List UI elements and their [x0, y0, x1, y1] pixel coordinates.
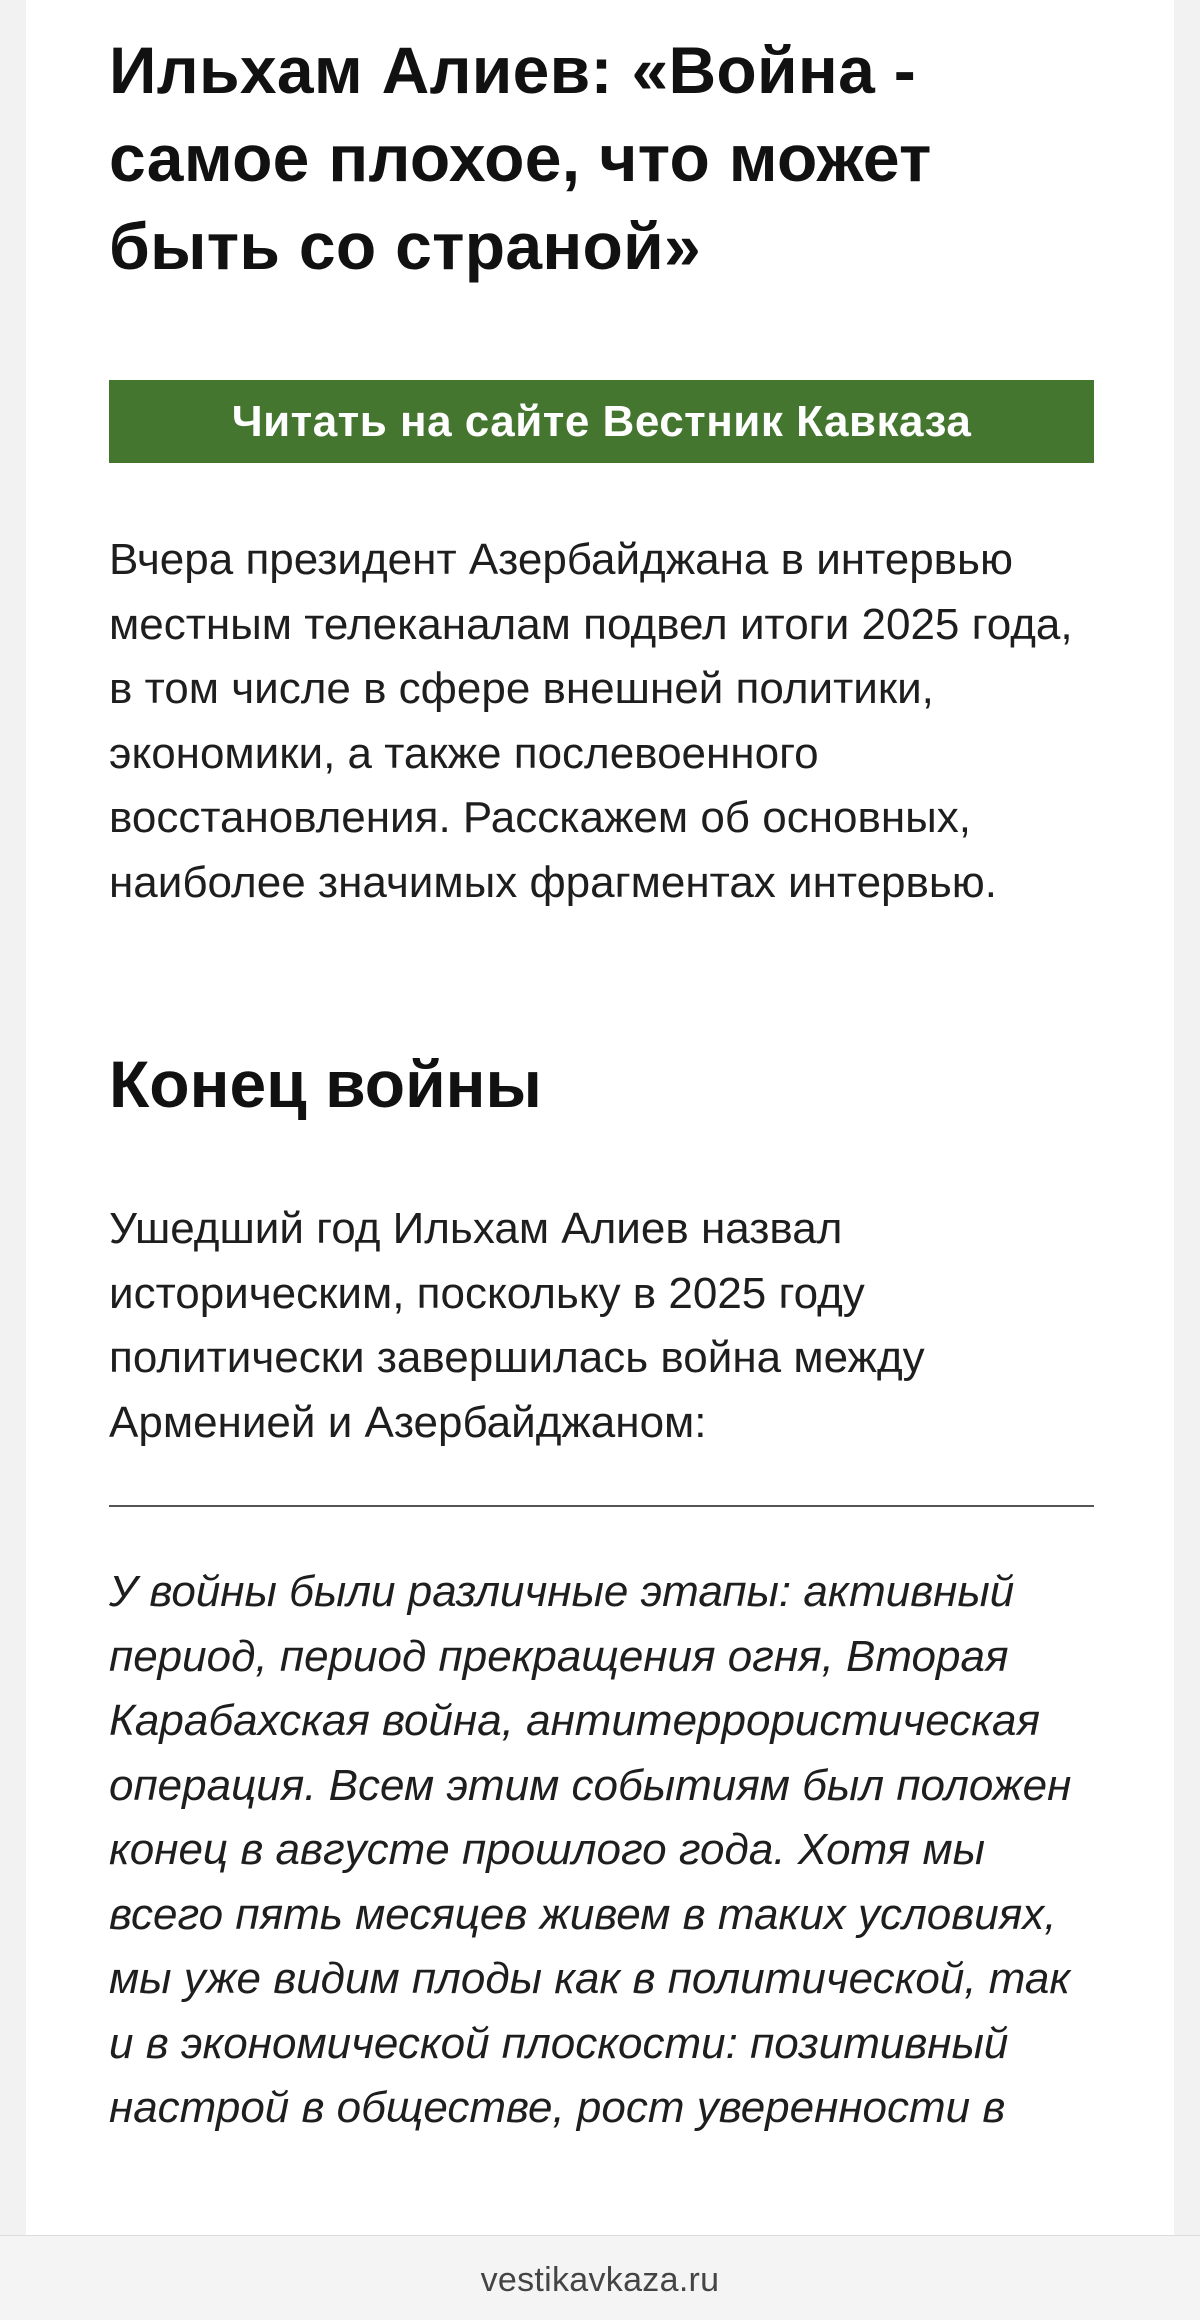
article-paragraph: Ушедший год Ильхам Алиев назвал историческим, поскольку в 2025 году политически завершилась война между Арменией и Азербайджаном: — [109, 1204, 925, 1447]
article-page — [26, 0, 1174, 2319]
article-content — [109, 0, 1094, 2132]
quote-divider — [109, 1505, 1094, 1507]
article-title: Ильхам Алиев: «Война - самое плохое, что может быть со страной» — [109, 33, 932, 283]
read-on-site-button[interactable]: Читать на сайте Вестник Кавказа — [109, 380, 1094, 463]
url-text[interactable]: vestikavkaza.ru — [480, 2261, 720, 2299]
section-heading: Конец войны — [109, 1047, 542, 1121]
article-quote: У войны были различные этапы: активный период, период прекращения огня, Вторая Карабахская война, антитеррористическая операция. Всем этим событиям был положен конец в августе прошлого года. Хотя мы всего пять месяцев живем в таких условиях, мы уже видим плоды как в политической, так и в экономической плоскости: позитивный настрой в обществе, рост уверенности в — [109, 1567, 1072, 2132]
article-lead: Вчера президент Азербайджана в интервью местным телеканалам подвел итоги 2025 года, в том числе в сфере внешней политики, экономики, а также послевоенного восстановления. Расскажем об основных, наиболее значимых фрагментах интервью. — [109, 535, 1073, 907]
browser-address-bar[interactable] — [0, 2235, 1200, 2320]
